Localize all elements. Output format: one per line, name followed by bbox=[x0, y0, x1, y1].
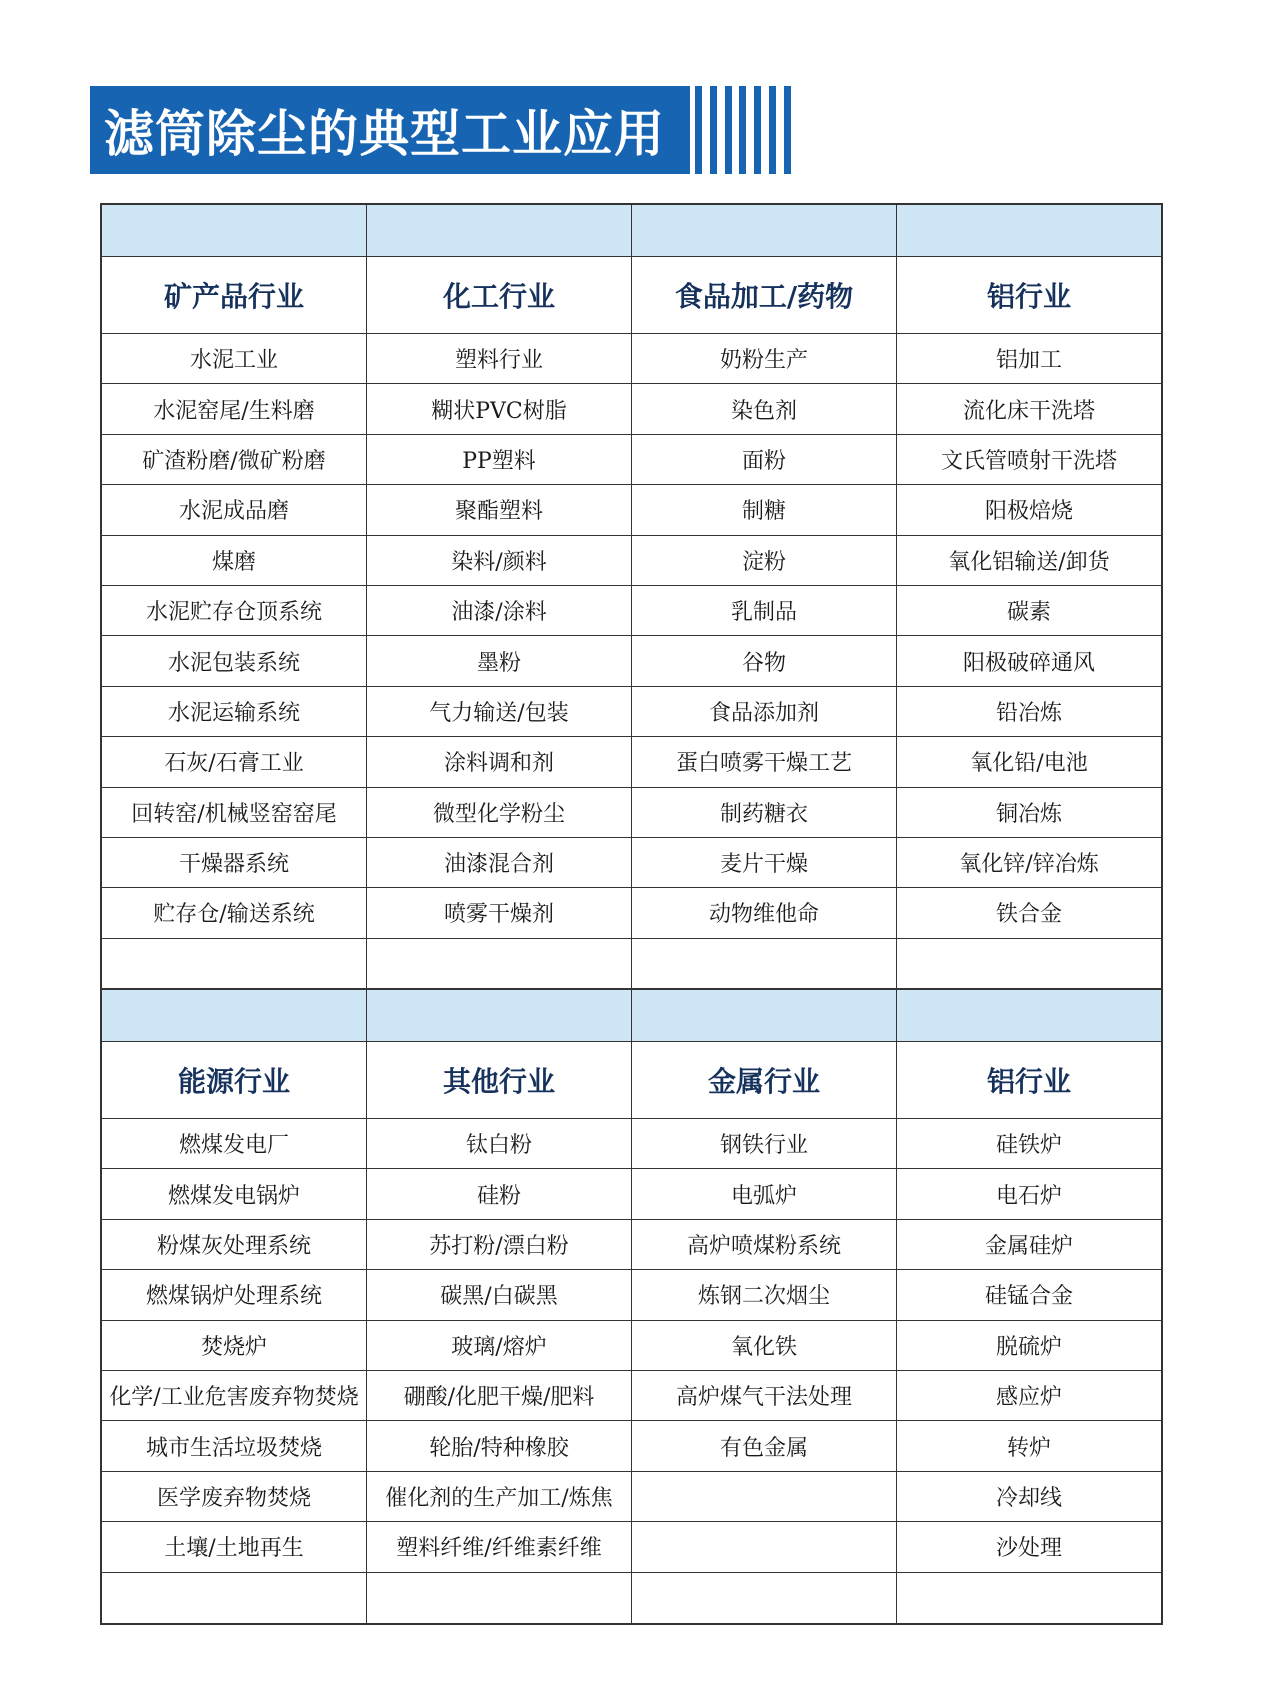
table-cell: 氧化铅/电池 bbox=[970, 751, 1088, 777]
table-cell: 墨粉 bbox=[367, 636, 632, 685]
table-cell: 制药糖衣 bbox=[632, 788, 897, 837]
table-cell: 水泥贮存仓顶系统 bbox=[102, 586, 367, 635]
header-band-cell bbox=[367, 205, 632, 256]
table-cell: 食品添加剂 bbox=[632, 687, 897, 736]
table-cell: 硅锰合金 bbox=[984, 1284, 1073, 1310]
table-cell: 硅粉 bbox=[367, 1169, 632, 1218]
table-cell: 沙处理 bbox=[995, 1536, 1062, 1562]
table-row bbox=[102, 384, 1161, 434]
table-row bbox=[102, 1321, 1161, 1371]
table-row bbox=[102, 788, 1161, 838]
table-cell: 钛白粉 bbox=[367, 1119, 632, 1168]
table-cell: 石灰/石膏工业 bbox=[102, 737, 367, 786]
column-header: 铝行业 bbox=[986, 280, 1071, 313]
table-row bbox=[102, 1522, 1161, 1572]
header-row bbox=[102, 1042, 1161, 1119]
table-cell: 转炉 bbox=[1006, 1435, 1051, 1461]
table-cell: 硅铁炉 bbox=[995, 1133, 1062, 1159]
header-row bbox=[102, 257, 1161, 334]
table-cell: 碳素 bbox=[1006, 600, 1051, 626]
table-cell: 有色金属 bbox=[632, 1421, 897, 1470]
table-row bbox=[102, 1169, 1161, 1219]
blank-cell bbox=[102, 1573, 367, 1623]
table-cell: 轮胎/特种橡胶 bbox=[367, 1421, 632, 1470]
table-cell: 塑料行业 bbox=[367, 334, 632, 383]
table-cell bbox=[632, 1522, 897, 1571]
table-cell: 谷物 bbox=[632, 636, 897, 685]
header-band bbox=[102, 990, 1161, 1042]
blank-cell bbox=[632, 1573, 897, 1623]
column-header: 化工行业 bbox=[367, 257, 632, 333]
table-cell: 喷雾干燥剂 bbox=[367, 888, 632, 937]
table-cell: 油漆/涂料 bbox=[367, 586, 632, 635]
table-cell: 染色剂 bbox=[632, 384, 897, 433]
table-cell: 碳黑/白碳黑 bbox=[367, 1270, 632, 1319]
table-cell: 干燥器系统 bbox=[102, 838, 367, 887]
stripe bbox=[695, 86, 702, 174]
table-cell: 贮存仓/输送系统 bbox=[102, 888, 367, 937]
table-row bbox=[102, 1119, 1161, 1169]
table-cell: 脱硫炉 bbox=[995, 1334, 1062, 1360]
table-cell: 燃煤发电锅炉 bbox=[102, 1169, 367, 1218]
table-cell: PP塑料 bbox=[367, 435, 632, 484]
industry-table-1 bbox=[100, 203, 1163, 991]
table-cell: 玻璃/熔炉 bbox=[367, 1321, 632, 1370]
header-band-cell bbox=[102, 205, 367, 256]
table-cell: 粉煤灰处理系统 bbox=[102, 1220, 367, 1269]
header-band-cell bbox=[632, 205, 897, 256]
table-cell: 矿渣粉磨/微矿粉磨 bbox=[102, 435, 367, 484]
table-cell: 阳极破碎通风 bbox=[962, 650, 1095, 676]
table-cell: 流化床干洗塔 bbox=[962, 398, 1095, 424]
table-cell: 阳极焙烧 bbox=[984, 499, 1073, 525]
table-cell: 催化剂的生产加工/炼焦 bbox=[367, 1472, 632, 1521]
table-cell: 铅冶炼 bbox=[995, 700, 1062, 726]
table-cell: 电弧炉 bbox=[632, 1169, 897, 1218]
table-cell: 糊状PVC树脂 bbox=[367, 384, 632, 433]
table-cell: 麦片干燥 bbox=[632, 838, 897, 887]
table-row bbox=[102, 838, 1161, 888]
blank-row bbox=[102, 939, 1161, 989]
column-header: 其他行业 bbox=[367, 1042, 632, 1118]
stripe bbox=[769, 86, 776, 174]
table-cell: 蛋白喷雾干燥工艺 bbox=[632, 737, 897, 786]
column-header: 能源行业 bbox=[102, 1042, 367, 1118]
table-cell: 苏打粉/漂白粉 bbox=[367, 1220, 632, 1269]
title-banner bbox=[90, 86, 690, 174]
table-cell: 钢铁行业 bbox=[632, 1119, 897, 1168]
table-row bbox=[102, 1270, 1161, 1320]
table-cell: 乳制品 bbox=[632, 586, 897, 635]
stripe bbox=[784, 86, 791, 174]
header-band-cell bbox=[632, 990, 897, 1041]
table-row bbox=[102, 435, 1161, 485]
stripe bbox=[725, 86, 732, 174]
table-cell: 炼钢二次烟尘 bbox=[632, 1270, 897, 1319]
table-row bbox=[102, 334, 1161, 384]
table-row bbox=[102, 737, 1161, 787]
table-row bbox=[102, 536, 1161, 586]
table-cell: 电石炉 bbox=[995, 1183, 1062, 1209]
header-band-cell bbox=[102, 990, 367, 1041]
header-band-cell bbox=[897, 205, 1161, 256]
industry-table-2 bbox=[100, 988, 1163, 1625]
header-band-cell bbox=[367, 990, 632, 1041]
table-cell: 水泥成品磨 bbox=[102, 485, 367, 534]
table-cell: 感应炉 bbox=[995, 1385, 1062, 1411]
table-row bbox=[102, 687, 1161, 737]
table-cell: 化学/工业危害废弃物焚烧 bbox=[102, 1371, 367, 1420]
stripe bbox=[739, 86, 746, 174]
table-cell: 城市生活垃圾焚烧 bbox=[102, 1421, 367, 1470]
column-header: 铝行业 bbox=[986, 1065, 1071, 1098]
header-band-cell bbox=[897, 990, 1161, 1041]
table-cell: 医学废弃物焚烧 bbox=[102, 1472, 367, 1521]
table-cell: 煤磨 bbox=[102, 536, 367, 585]
table-cell: 燃煤锅炉处理系统 bbox=[102, 1270, 367, 1319]
table-cell: 制糖 bbox=[632, 485, 897, 534]
table-row bbox=[102, 636, 1161, 686]
table-row bbox=[102, 888, 1161, 938]
table-cell: 水泥工业 bbox=[102, 334, 367, 383]
table-cell: 氧化铁 bbox=[632, 1321, 897, 1370]
table-cell: 奶粉生产 bbox=[632, 334, 897, 383]
table-cell: 水泥包装系统 bbox=[102, 636, 367, 685]
table-cell: 金属硅炉 bbox=[984, 1233, 1073, 1259]
blank-cell bbox=[897, 939, 1161, 989]
table-row bbox=[102, 485, 1161, 535]
table-cell: 文氏管喷射干洗塔 bbox=[940, 448, 1117, 474]
table-cell: 铁合金 bbox=[995, 902, 1062, 928]
table-row bbox=[102, 1371, 1161, 1421]
table-row bbox=[102, 1472, 1161, 1522]
table-cell bbox=[632, 1472, 897, 1521]
table-row bbox=[102, 1421, 1161, 1471]
table-cell: 染料/颜料 bbox=[367, 536, 632, 585]
table-cell: 土壤/土地再生 bbox=[102, 1522, 367, 1571]
table-cell: 氧化锌/锌冶炼 bbox=[959, 852, 1099, 878]
table-cell: 氧化铝输送/卸货 bbox=[948, 549, 1110, 575]
table-cell: 高炉喷煤粉系统 bbox=[632, 1220, 897, 1269]
table-cell: 动物维他命 bbox=[632, 888, 897, 937]
blank-cell bbox=[897, 1573, 1161, 1623]
page-title: 滤筒除尘的典型工业应用 bbox=[104, 104, 665, 163]
table-row bbox=[102, 1220, 1161, 1270]
table-cell: 油漆混合剂 bbox=[367, 838, 632, 887]
stripe bbox=[754, 86, 761, 174]
table-cell: 气力输送/包装 bbox=[367, 687, 632, 736]
table-cell: 冷却线 bbox=[995, 1485, 1062, 1511]
header-band bbox=[102, 205, 1161, 257]
table-cell: 焚烧炉 bbox=[102, 1321, 367, 1370]
table-cell: 铜冶炼 bbox=[995, 801, 1062, 827]
table-cell: 回转窑/机械竖窑窑尾 bbox=[102, 788, 367, 837]
blank-row bbox=[102, 1573, 1161, 1623]
table-cell: 面粉 bbox=[632, 435, 897, 484]
blank-cell bbox=[102, 939, 367, 989]
column-header: 食品加工/药物 bbox=[632, 257, 897, 333]
table-cell: 涂料调和剂 bbox=[367, 737, 632, 786]
blank-cell bbox=[367, 1573, 632, 1623]
column-header: 金属行业 bbox=[632, 1042, 897, 1118]
stripe bbox=[710, 86, 717, 174]
table-cell: 塑料纤维/纤维素纤维 bbox=[367, 1522, 632, 1571]
column-header: 矿产品行业 bbox=[102, 257, 367, 333]
table-cell: 铝加工 bbox=[995, 348, 1062, 374]
blank-cell bbox=[367, 939, 632, 989]
table-cell: 水泥窑尾/生料磨 bbox=[102, 384, 367, 433]
table-cell: 微型化学粉尘 bbox=[367, 788, 632, 837]
table-cell: 淀粉 bbox=[632, 536, 897, 585]
table-cell: 水泥运输系统 bbox=[102, 687, 367, 736]
table-cell: 燃煤发电厂 bbox=[102, 1119, 367, 1168]
blank-cell bbox=[632, 939, 897, 989]
table-row bbox=[102, 586, 1161, 636]
decorative-stripes bbox=[695, 86, 791, 174]
table-cell: 聚酯塑料 bbox=[367, 485, 632, 534]
table-cell: 硼酸/化肥干燥/肥料 bbox=[367, 1371, 632, 1420]
table-cell: 高炉煤气干法处理 bbox=[632, 1371, 897, 1420]
